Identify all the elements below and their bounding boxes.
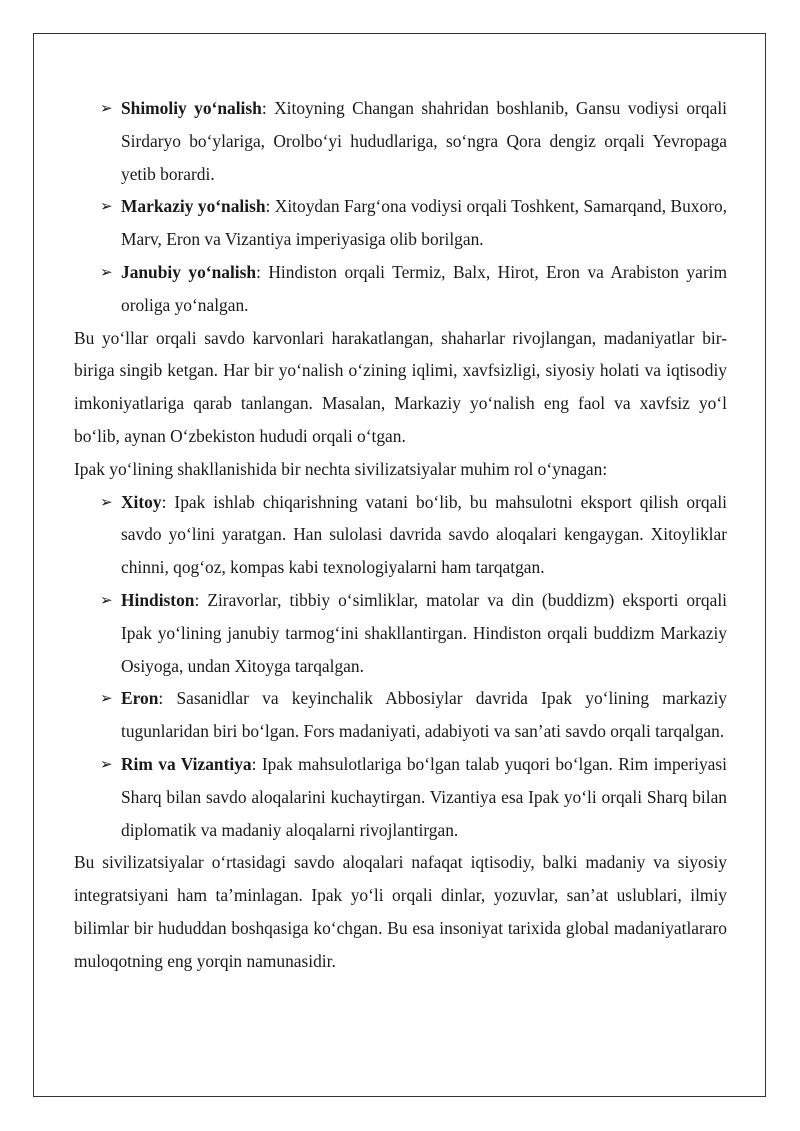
list-item-text: : Ziravorlar, tibbiy o‘simliklar, matolar va din (buddizm) eksporti orqali Ipak yo‘lining janubiy tarmog‘ini shakllantirgan. Hindiston orqali buddizm Markaziy Osiyoga, undan Xitoyga tarqalgan. — [121, 589, 727, 676]
list-item-text: : Ipak ishlab chiqarishning vatani bo‘lib, bu mahsulotni eksport qilish orqali savdo yo‘lini yaratgan. Han sulolasi davrida savdo aloqalari kengaygan. Xitoyliklar chinni, qog‘oz, kompas kabi texnologiyalarni ham tarqatgan. — [121, 491, 727, 578]
document-body — [74, 92, 727, 978]
list-item-india — [74, 584, 727, 682]
list-item-text: : Sasanidlar va keyinchalik Abbosiylar davrida Ipak yo‘lining markaziy tugunlaridan biri bo‘lgan. Fors madaniyati, adabiyoti va san’ati savdo orqali tarqalgan. — [121, 688, 727, 742]
list-item-text: : Xitoydan Farg‘ona vodiysi orqali Toshkent, Samarqand, Buxoro, Marv, Eron va Vizantiya imperiyasiga olib borilgan. — [121, 196, 727, 250]
arrowhead-bullet-icon: ➢ — [100, 492, 113, 511]
list-item-text: : Hindiston orqali Termiz, Balx, Hirot, Eron va Arabiston yarim oroliga yo‘nalgan. — [121, 261, 727, 315]
list-item-term: Markaziy yo‘nalish — [121, 196, 266, 217]
list-item-iran — [74, 682, 727, 748]
list-item-term: Shimoliy yo‘nalish — [121, 98, 262, 118]
paragraph-civilizations-intro: Ipak yo‘lining shakllanishida bir nechta sivilizatsiyalar muhim rol o‘ynagan: — [74, 458, 608, 479]
arrowhead-bullet-icon: ➢ — [100, 262, 113, 281]
list-item-central-route — [74, 190, 727, 256]
routes-list — [74, 92, 727, 322]
list-item-term: Rim va Vizantiya — [121, 753, 252, 774]
list-item-rome-byzantium — [74, 748, 727, 846]
list-item-term: Xitoy — [121, 491, 162, 512]
list-item-china — [74, 486, 727, 584]
list-item-term: Hindiston — [121, 589, 195, 610]
paragraph-routes-summary: Bu yo‘llar orqali savdo karvonlari harakatlangan, shaharlar rivojlangan, madaniyatlar bir-biriga singib ketgan. Har bir yo‘nalish o‘zining iqlimi, xavfsizligi, siyosiy holati va iqtisodiy imkoniyatlariga qarab tanlangan. Masalan, Markaziy yo‘nalish eng faol va xavfsiz yo‘l bo‘lib, aynan O‘zbekiston hududi orqali o‘tgan. — [74, 327, 727, 446]
civilizations-list — [74, 486, 727, 847]
list-item-text: : Ipak mahsulotlariga bo‘lgan talab yuqori bo‘lgan. Rim imperiyasi Sharq bilan savdo aloqalarini kuchaytirgan. Vizantiya esa Ipak yo‘li orqali Sharq bilan diplomatik va madaniy aloqalarni rivojlantirgan. — [121, 753, 727, 840]
list-item-term: Eron — [121, 688, 159, 709]
list-item-northern-route — [74, 92, 727, 190]
arrowhead-bullet-icon: ➢ — [100, 754, 113, 773]
list-item-term: Janubiy yo‘nalish — [121, 261, 257, 282]
arrowhead-bullet-icon: ➢ — [100, 590, 113, 609]
arrowhead-bullet-icon: ➢ — [100, 197, 113, 216]
arrowhead-bullet-icon: ➢ — [100, 99, 113, 117]
list-item-text: : Xitoyning Changan shahridan boshlanib, Gansu vodiysi orqali Sirdaryo bo‘ylariga, Orolbo‘yi hududlariga, so‘ngra Qora dengiz orqali Yevropaga yetib borardi. — [121, 98, 727, 184]
list-item-southern-route — [74, 256, 727, 322]
paragraph-conclusion: Bu sivilizatsiyalar o‘rtasidagi savdo aloqalari nafaqat iqtisodiy, balki madaniy va siyosiy integratsiyani ham ta’minlagan. Ipak yo‘li orqali dinlar, yozuvlar, san’at uslublari, ilmiy bilimlar bir hududdan boshqasiga ko‘chgan. Bu esa insoniyat tarixida global madaniyatlararo muloqotning eng yorqin namunasidir. — [74, 852, 727, 971]
arrowhead-bullet-icon: ➢ — [100, 689, 113, 708]
